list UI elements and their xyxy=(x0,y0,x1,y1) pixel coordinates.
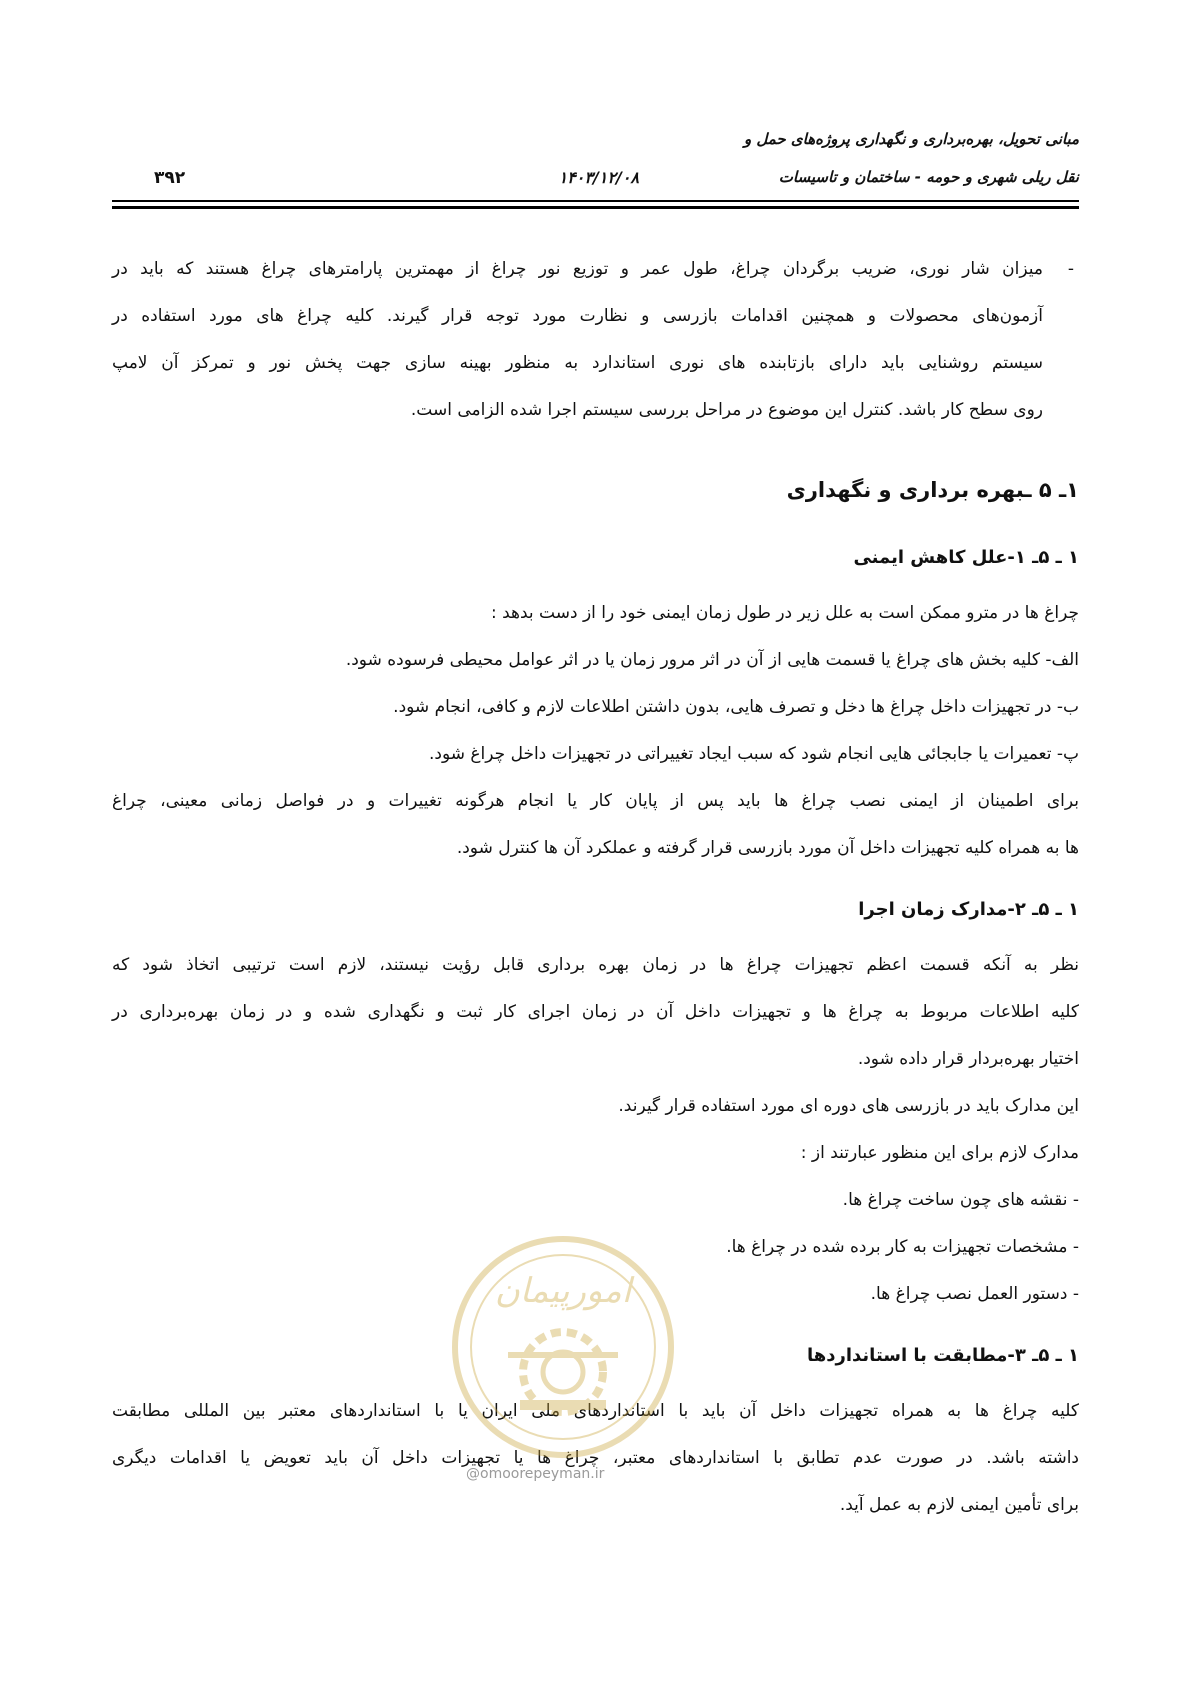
section1-intro: چراغ ها در مترو ممکن است به علل زیر در طول زمان ایمنی خود را از دست بدهد : xyxy=(490,603,1079,623)
paragraph-line: روی سطح کار باشد. کنترل این موضوع در مراحل بررسی سیستم اجرا شده الزامی است. xyxy=(410,400,1043,420)
page-header xyxy=(112,118,1079,210)
paragraph-line: ها به همراه کلیه تجهیزات داخل آن مورد بازرسی قرار گرفته و عملکرد آن ها کنترل شود. xyxy=(456,838,1079,858)
book-title-line2: نقل ریلی شهری و حومه - ساختمان و تاسیسات xyxy=(778,168,1079,186)
section-heading-2: ۱ ـ ۵ـ ۲-مدارک زمان اجرا xyxy=(858,899,1079,920)
at-icon: @ xyxy=(466,1466,480,1482)
watermark-site-text: omoorepeyman.ir xyxy=(480,1466,605,1482)
paragraph-line: سیستم روشنایی باید دارای بازتابنده های نوری استاندارد به منظور بهینه سازی جهت پخش نور و تمرکز آن لامپ xyxy=(112,353,1043,373)
section-heading-3: ۱ ـ ۵ـ ۳-مطابقت با استانداردها xyxy=(807,1345,1079,1366)
paragraph-line: نظر به آنکه قسمت اعظم تجهیزات چراغ ها در زمان بهره برداری قابل رؤیت نیستند، لازم است ترتیبی اتخاذ شود که xyxy=(112,955,1079,975)
list-item: - نقشه های چون ساخت چراغ ها. xyxy=(842,1190,1079,1210)
watermark-site xyxy=(466,1466,604,1482)
paragraph-line: میزان شار نوری، ضریب برگردان چراغ، طول عمر و توزیع نور چراغ از مهمترین پارامترهای چراغ هستند که باید در xyxy=(112,259,1043,279)
paragraph-line: آزمون‌های محصولات و همچنین اقدامات بازرسی و نظارت مورد توجه قرار گیرند. کلیه چراغ های مورد استفاده در xyxy=(112,306,1043,326)
watermark-seal-text: امورپیمان xyxy=(494,1271,632,1311)
book-title-line1: مبانی تحویل، بهره‌برداری و نگهداری پروژه‌های حمل و xyxy=(743,130,1079,148)
paragraph-line: این مدارک باید در بازرسی های دوره ای مورد استفاده قرار گیرند. xyxy=(618,1096,1079,1116)
intro-bullet xyxy=(112,246,1079,434)
list-item: ب- در تجهیزات داخل چراغ ها دخل و تصرف هایی، بدون داشتن اطلاعات لازم و کافی، انجام شود. xyxy=(393,697,1079,717)
list-item: پ- تعمیرات یا جابجائی هایی انجام شود که سبب ایجاد تغییراتی در تجهیزات داخل چراغ شود. xyxy=(429,744,1079,764)
list-item: - مشخصات تجهیزات به کار برده شده در چراغ ها. xyxy=(726,1237,1079,1257)
page-body xyxy=(112,246,1079,1529)
list-item: - دستور العمل نصب چراغ ها. xyxy=(870,1284,1079,1304)
paragraph-line: کلیه اطلاعات مربوط به چراغ ها و تجهیزات داخل آن در زمان اجرای کار ثبت و نگهداری شده و در زمان بهره‌برداری در xyxy=(112,1002,1079,1022)
header-rule-thin xyxy=(112,200,1079,202)
bullet-dash: - xyxy=(1067,259,1075,279)
section-heading-main: ۱ـ ۵ ـبهره برداری و نگهداری xyxy=(786,478,1079,502)
header-rule-thick xyxy=(112,206,1079,209)
paragraph-line: مدارک لازم برای این منظور عبارتند از : xyxy=(800,1143,1079,1163)
paragraph-line: کلیه چراغ ها به همراه تجهیزات داخل آن باید با استانداردهای ملی ایران یا با استانداردهای معتبر بین المللی مطابقت xyxy=(112,1401,1079,1421)
paragraph-line: داشته باشد. در صورت عدم تطابق با استانداردهای معتبر، چراغ ها یا تجهیزات داخل آن باید تعویض یا اقدامات دیگری xyxy=(112,1448,1079,1468)
paragraph-line: اختیار بهره‌بردار قرار داده شود. xyxy=(857,1049,1079,1069)
header-date: ۱۴۰۳/۱۲/۰۸ xyxy=(558,168,639,187)
section-heading-1: ۱ ـ ۵ـ ۱-علل کاهش ایمنی xyxy=(853,547,1079,568)
list-item: الف- کلیه بخش های چراغ یا قسمت هایی از آن در اثر مرور زمان یا در اثر عوامل محیطی فرسوده شود. xyxy=(345,650,1079,670)
page-number: ۳۹۲ xyxy=(154,168,186,188)
paragraph-line: برای اطمینان از ایمنی نصب چراغ ها باید پس از پایان کار یا انجام هرگونه تغییرات و در فواصل زمانی معینی، چراغ xyxy=(112,791,1079,811)
paragraph-line: برای تأمین ایمنی لازم به عمل آید. xyxy=(839,1495,1079,1515)
